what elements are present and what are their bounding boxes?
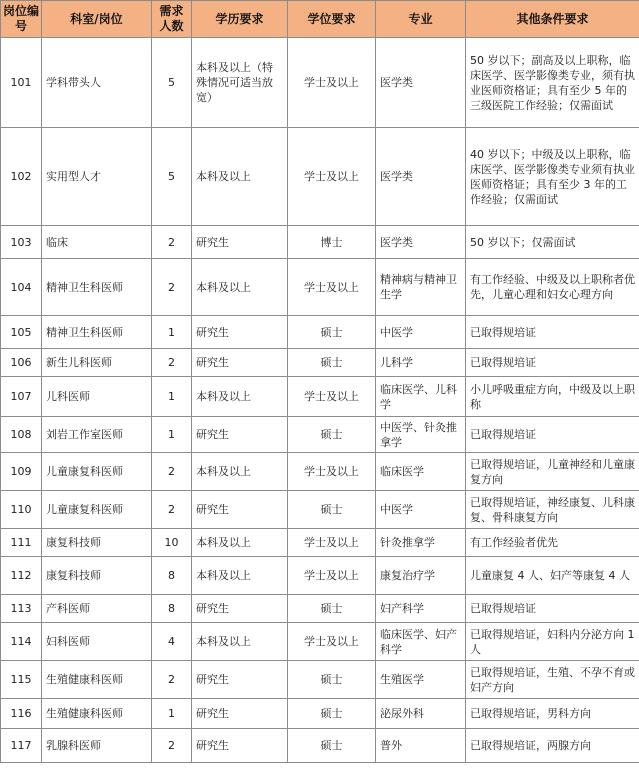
header-row xyxy=(1,1,639,38)
degree-cell: 硕士 xyxy=(288,349,376,377)
post-id-cell: 105 xyxy=(1,316,42,349)
table-row xyxy=(1,699,639,729)
other-requirements-cell: 50 岁以下；副高及以上职称，临床医学、医学影像类专业，须有执业医师资格证；具有至少 5 年的三级医院工作经验；仅需面试 xyxy=(466,38,639,128)
other-requirements-cell: 已取得规培证 xyxy=(466,349,639,377)
degree-cell: 学士及以上 xyxy=(288,38,376,128)
post-id-cell: 101 xyxy=(1,38,42,128)
count-cell: 2 xyxy=(152,729,192,763)
other-requirements-cell: 有工作经验者优先 xyxy=(466,529,639,557)
major-cell: 康复治疗学 xyxy=(376,557,466,595)
degree-cell: 硕士 xyxy=(288,661,376,699)
education-cell: 本科及以上 xyxy=(192,453,288,491)
major-cell: 中医学 xyxy=(376,491,466,529)
degree-cell: 学士及以上 xyxy=(288,259,376,316)
table-row xyxy=(1,349,639,377)
header-department: 科室/岗位 xyxy=(42,1,152,38)
department-cell: 精神卫生科医师 xyxy=(42,316,152,349)
count-cell: 2 xyxy=(152,491,192,529)
education-cell: 研究生 xyxy=(192,595,288,623)
table-body xyxy=(1,38,639,763)
department-cell: 学科带头人 xyxy=(42,38,152,128)
department-cell: 精神卫生科医师 xyxy=(42,259,152,316)
department-cell: 产科医师 xyxy=(42,595,152,623)
table-row xyxy=(1,661,639,699)
table-row xyxy=(1,729,639,763)
degree-cell: 硕士 xyxy=(288,595,376,623)
department-cell: 生殖健康科医师 xyxy=(42,699,152,729)
major-cell: 泌尿外科 xyxy=(376,699,466,729)
department-cell: 康复科技师 xyxy=(42,529,152,557)
table-row xyxy=(1,38,639,128)
education-cell: 研究生 xyxy=(192,729,288,763)
department-cell: 新生儿科医师 xyxy=(42,349,152,377)
post-id-cell: 116 xyxy=(1,699,42,729)
other-requirements-cell: 已取得规培证，妇科内分泌方向 1 人 xyxy=(466,623,639,661)
header-post-id: 岗位编号 xyxy=(1,1,42,38)
major-cell: 中医学 xyxy=(376,316,466,349)
education-cell: 研究生 xyxy=(192,226,288,259)
department-cell: 儿科医师 xyxy=(42,377,152,417)
table-row xyxy=(1,491,639,529)
degree-cell: 学士及以上 xyxy=(288,377,376,417)
post-id-cell: 112 xyxy=(1,557,42,595)
post-id-cell: 109 xyxy=(1,453,42,491)
major-cell: 针灸推拿学 xyxy=(376,529,466,557)
count-cell: 4 xyxy=(152,623,192,661)
header-degree: 学位要求 xyxy=(288,1,376,38)
count-cell: 10 xyxy=(152,529,192,557)
department-cell: 生殖健康科医师 xyxy=(42,661,152,699)
header-major: 专业 xyxy=(376,1,466,38)
count-cell: 5 xyxy=(152,38,192,128)
major-cell: 医学类 xyxy=(376,226,466,259)
count-cell: 2 xyxy=(152,453,192,491)
department-cell: 实用型人才 xyxy=(42,128,152,226)
other-requirements-cell: 已取得规培证，神经康复、儿科康复、骨科康复方向 xyxy=(466,491,639,529)
education-cell: 研究生 xyxy=(192,491,288,529)
other-requirements-cell: 已取得规培证，儿童神经和儿童康复方向 xyxy=(466,453,639,491)
major-cell: 临床医学、妇产科学 xyxy=(376,623,466,661)
count-cell: 2 xyxy=(152,226,192,259)
other-requirements-cell: 已取得规培证 xyxy=(466,595,639,623)
other-requirements-cell: 已取得规培证，生殖、不孕不育或妇产方向 xyxy=(466,661,639,699)
major-cell: 妇产科学 xyxy=(376,595,466,623)
post-id-cell: 115 xyxy=(1,661,42,699)
other-requirements-cell: 儿童康复 4 人、妇产等康复 4 人 xyxy=(466,557,639,595)
department-cell: 刘岩工作室医师 xyxy=(42,417,152,453)
degree-cell: 硕士 xyxy=(288,729,376,763)
department-cell: 妇科医师 xyxy=(42,623,152,661)
post-id-cell: 108 xyxy=(1,417,42,453)
department-cell: 儿童康复科医师 xyxy=(42,491,152,529)
major-cell: 临床医学、儿科学 xyxy=(376,377,466,417)
other-requirements-cell: 40 岁以下；中级及以上职称，临床医学、医学影像类专业须有执业医师资格证；具有至少 3 年的工作经验；仅需面试 xyxy=(466,128,639,226)
degree-cell: 学士及以上 xyxy=(288,529,376,557)
other-requirements-cell: 已取得规培证 xyxy=(466,316,639,349)
table-row xyxy=(1,623,639,661)
department-cell: 康复科技师 xyxy=(42,557,152,595)
major-cell: 中医学、针灸推拿学 xyxy=(376,417,466,453)
count-cell: 1 xyxy=(152,377,192,417)
count-cell: 8 xyxy=(152,557,192,595)
count-cell: 5 xyxy=(152,128,192,226)
major-cell: 临床医学 xyxy=(376,453,466,491)
degree-cell: 硕士 xyxy=(288,316,376,349)
major-cell: 精神病与精神卫生学 xyxy=(376,259,466,316)
post-id-cell: 104 xyxy=(1,259,42,316)
table-row xyxy=(1,259,639,316)
degree-cell: 学士及以上 xyxy=(288,623,376,661)
major-cell: 医学类 xyxy=(376,38,466,128)
education-cell: 本科及以上 xyxy=(192,557,288,595)
education-cell: 本科及以上 xyxy=(192,128,288,226)
major-cell: 儿科学 xyxy=(376,349,466,377)
count-cell: 1 xyxy=(152,699,192,729)
post-id-cell: 107 xyxy=(1,377,42,417)
count-cell: 2 xyxy=(152,349,192,377)
table-row xyxy=(1,128,639,226)
header-count: 需求人数 xyxy=(152,1,192,38)
post-id-cell: 111 xyxy=(1,529,42,557)
table-row xyxy=(1,316,639,349)
other-requirements-cell: 50 岁以下；仅需面试 xyxy=(466,226,639,259)
post-id-cell: 106 xyxy=(1,349,42,377)
post-id-cell: 114 xyxy=(1,623,42,661)
major-cell: 普外 xyxy=(376,729,466,763)
degree-cell: 硕士 xyxy=(288,699,376,729)
degree-cell: 学士及以上 xyxy=(288,557,376,595)
post-id-cell: 110 xyxy=(1,491,42,529)
header-other-requirements: 其他条件要求 xyxy=(466,1,639,38)
education-cell: 研究生 xyxy=(192,699,288,729)
header-education: 学历要求 xyxy=(192,1,288,38)
table-row xyxy=(1,453,639,491)
other-requirements-cell: 有工作经验、中级及以上职称者优先，儿童心理和妇女心理方向 xyxy=(466,259,639,316)
department-cell: 乳腺科医师 xyxy=(42,729,152,763)
count-cell: 1 xyxy=(152,316,192,349)
count-cell: 1 xyxy=(152,417,192,453)
count-cell: 2 xyxy=(152,661,192,699)
other-requirements-cell: 已取得规培证 xyxy=(466,417,639,453)
education-cell: 研究生 xyxy=(192,316,288,349)
table-row xyxy=(1,417,639,453)
table-row xyxy=(1,226,639,259)
degree-cell: 博士 xyxy=(288,226,376,259)
degree-cell: 硕士 xyxy=(288,491,376,529)
post-id-cell: 103 xyxy=(1,226,42,259)
count-cell: 2 xyxy=(152,259,192,316)
education-cell: 本科及以上 xyxy=(192,529,288,557)
degree-cell: 学士及以上 xyxy=(288,128,376,226)
table-row xyxy=(1,557,639,595)
count-cell: 8 xyxy=(152,595,192,623)
major-cell: 生殖医学 xyxy=(376,661,466,699)
table-row xyxy=(1,529,639,557)
table-row xyxy=(1,377,639,417)
department-cell: 临床 xyxy=(42,226,152,259)
major-cell: 医学类 xyxy=(376,128,466,226)
other-requirements-cell: 已取得规培证，男科方向 xyxy=(466,699,639,729)
education-cell: 本科及以上 xyxy=(192,377,288,417)
degree-cell: 硕士 xyxy=(288,417,376,453)
other-requirements-cell: 小儿呼吸重症方向，中级及以上职称 xyxy=(466,377,639,417)
table-row xyxy=(1,595,639,623)
education-cell: 研究生 xyxy=(192,417,288,453)
degree-cell: 学士及以上 xyxy=(288,453,376,491)
education-cell: 研究生 xyxy=(192,661,288,699)
education-cell: 本科及以上（特殊情况可适当放宽） xyxy=(192,38,288,128)
post-id-cell: 113 xyxy=(1,595,42,623)
education-cell: 本科及以上 xyxy=(192,623,288,661)
education-cell: 研究生 xyxy=(192,349,288,377)
department-cell: 儿童康复科医师 xyxy=(42,453,152,491)
other-requirements-cell: 已取得规培证，两腺方向 xyxy=(466,729,639,763)
post-id-cell: 117 xyxy=(1,729,42,763)
post-id-cell: 102 xyxy=(1,128,42,226)
education-cell: 本科及以上 xyxy=(192,259,288,316)
